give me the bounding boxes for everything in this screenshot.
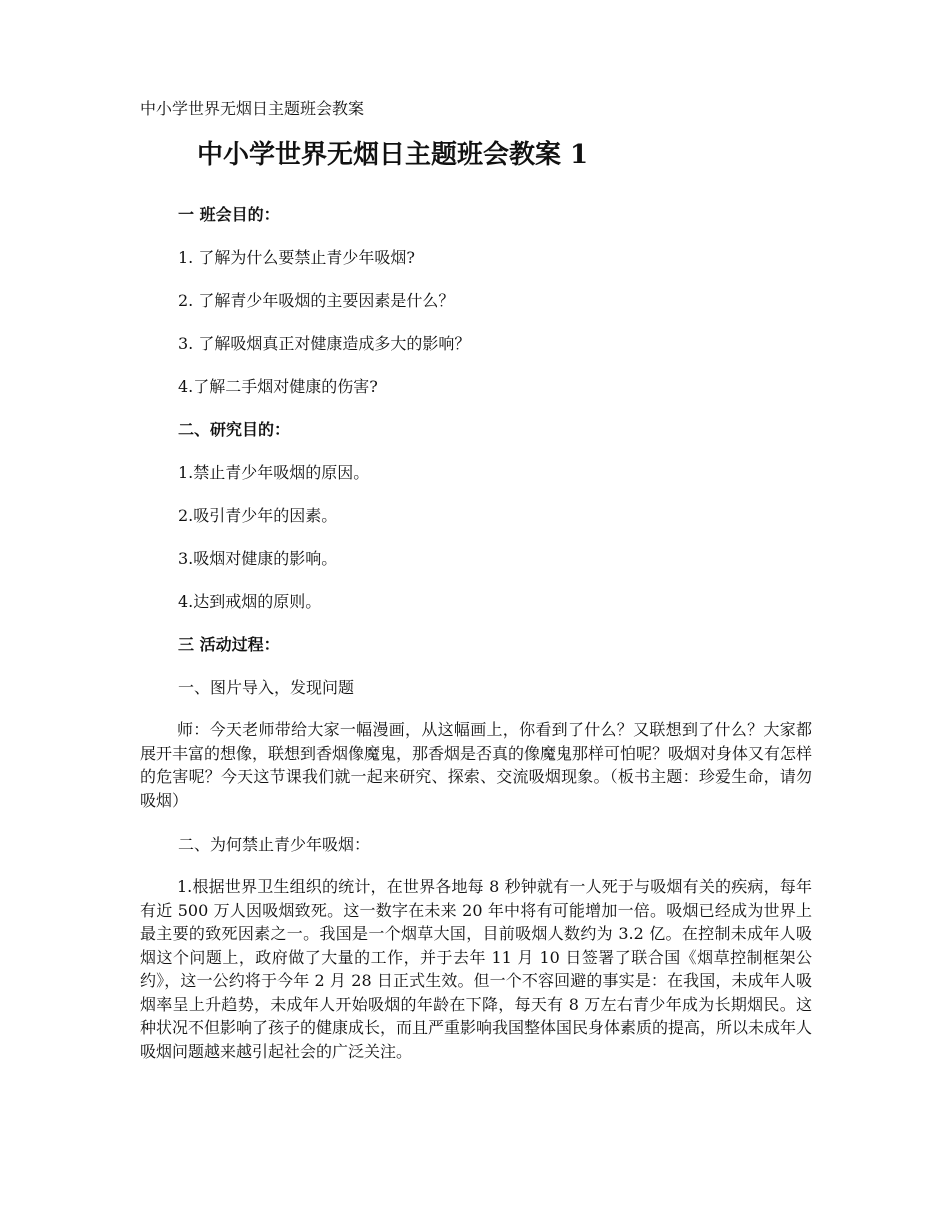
document-title: 中小学世界无烟日主题班会教案 1 — [197, 140, 589, 170]
list-item: 1. 了解为什么要禁止青少年吸烟? — [178, 248, 415, 267]
paragraph-intro: 师：今天老师带给大家一幅漫画，从这幅画上，你看到了什么？又联想到了什么？大家都展开丰富的想像，联想到香烟像魔鬼，那香烟是否真的像魔鬼那样可怕呢？吸烟对身体又有怎样的危害呢？今天这节课我们就一起来研究、探索、交流吸烟现象。（板书主题：珍爱生命，请勿吸烟） — [140, 720, 813, 810]
list-item: 2. 了解青少年吸烟的主要因素是什么？ — [178, 291, 455, 310]
section-heading-research-goals: 二、研究目的： — [178, 420, 291, 439]
paragraph-statistics: 1.根据世界卫生组织的统计，在世界各地每 8 秒钟就有一人死于与吸烟有关的疾病，每年有近 500 万人因吸烟致死。这一数字在未来 20 年中将有可能增加一倍。吸烟已经成为世界上最主要的致死因素之一。我国是一个烟草大国，目前吸烟人数约为 3.2 亿。在控制未成年人吸烟这个问题上，政府做了大量的工作，并于去年 11 月 10 日签署了联合国《烟草控制框架公约》，这一公约将于今年 2 月 28 日正式生效。但一个不容回避的事实是：在我国，未成年人吸烟率呈上升趋势，未成年人开始吸烟的年龄在下降，每天有 8 万左右青少年成为长期烟民。这种状况不但影响了孩子的健康成长，而且严重影响我国整体国民身体素质的提高，所以未成年人吸烟问题越来越引起社会的广泛关注。 — [140, 877, 813, 1061]
list-item: 4.达到戒烟的原则。 — [178, 592, 322, 611]
document-header: 中小学世界无烟日主题班会教案 — [140, 99, 365, 118]
list-item: 4.了解二手烟对健康的伤害? — [178, 377, 378, 396]
list-item: 1.禁止青少年吸烟的原因。 — [178, 463, 370, 482]
subsection-heading: 一、图片导入，发现问题 — [178, 678, 355, 697]
section-heading-class-goals: 一 班会目的： — [178, 205, 280, 224]
section-heading-activity-process: 三 活动过程： — [178, 635, 280, 654]
subsection-heading: 二、为何禁止青少年吸烟： — [178, 835, 371, 854]
list-item: 3.吸烟对健康的影响。 — [178, 549, 338, 568]
list-item: 2.吸引青少年的因素。 — [178, 506, 338, 525]
list-item: 3. 了解吸烟真正对健康造成多大的影响？ — [178, 334, 471, 353]
